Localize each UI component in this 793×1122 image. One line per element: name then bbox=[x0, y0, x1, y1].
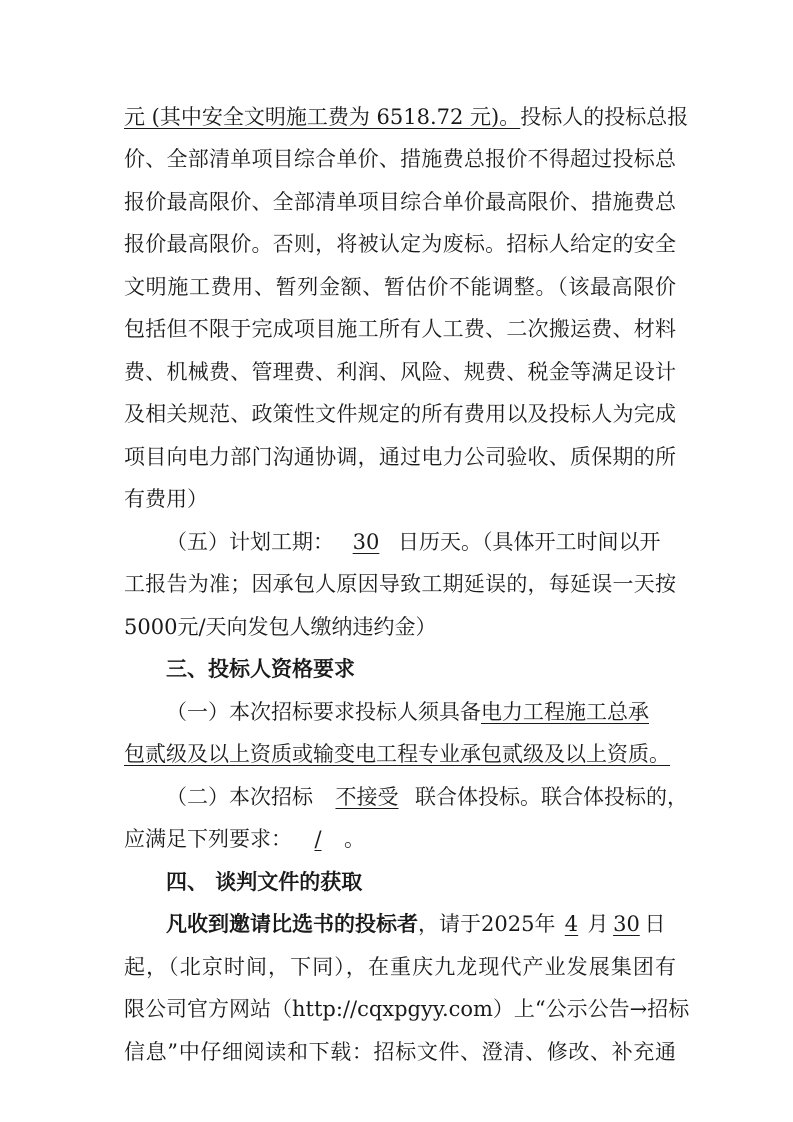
price-paragraph-line-8: 及相关规范、政策性文件规定的所有费用以及投标人为完成 bbox=[124, 402, 676, 426]
section-4-heading: 四、 谈判文件的获取 bbox=[166, 870, 363, 894]
qualification-requirement: 电力工程施工总承 bbox=[481, 700, 649, 724]
schedule-line-2: 工报告为准；因承包人原因导致工期延误的，每延误一天按 bbox=[124, 572, 676, 596]
text-span: 联合体投标。联合体投标的， bbox=[415, 785, 688, 809]
acquisition-line-1 bbox=[166, 912, 676, 936]
schedule-line-1 bbox=[166, 530, 676, 554]
text-span: 应满足下列要求： bbox=[124, 827, 292, 851]
qualification-line-1 bbox=[166, 700, 676, 724]
price-paragraph-line-3: 报价最高限价、全部清单项目综合单价最高限价、措施费总 bbox=[124, 190, 676, 214]
text-span: 。 bbox=[344, 827, 365, 851]
consortium-requirement: / bbox=[314, 827, 322, 851]
qualification-requirement-cont: 包贰级及以上资质或输变电工程专业承包贰级及以上资质。 bbox=[124, 742, 670, 766]
text-span: （一）本次招标要求投标人须具备 bbox=[166, 700, 481, 724]
price-paragraph-line-9: 项目向电力部门沟通协调，通过电力公司验收、质保期的所 bbox=[124, 445, 676, 469]
invited-bidders: 凡收到邀请比选书的投标者 bbox=[166, 911, 418, 936]
qualification-line-2 bbox=[124, 742, 676, 766]
text-span: 日 bbox=[644, 912, 666, 936]
text-span: ，请于2025年 bbox=[418, 912, 556, 936]
price-paragraph-line-2: 价、全部清单项目综合单价、措施费总报价不得超过投标总 bbox=[124, 147, 676, 171]
consortium-value: 不接受 bbox=[335, 785, 399, 809]
month-value: 4 bbox=[564, 912, 579, 936]
safety-fee-note: 元 (其中安全文明施工费为 6518.72 元)。 bbox=[124, 105, 521, 129]
schedule-label: （五）计划工期： bbox=[166, 530, 334, 554]
schedule-days: 30 bbox=[352, 530, 380, 554]
text-span: 投标人的投标总报 bbox=[520, 105, 689, 129]
text-span: （二）本次招标 bbox=[166, 785, 313, 809]
price-paragraph-line-1 bbox=[124, 105, 689, 129]
consortium-line-2 bbox=[124, 827, 676, 851]
schedule-line-3: 5000元/天向发包人缴纳违约金） bbox=[124, 615, 437, 639]
price-paragraph-line-5: 文明施工费用、暂列金额、暂估价不能调整。（该最高限价 bbox=[124, 275, 676, 299]
consortium-line-1 bbox=[166, 785, 688, 809]
section-3-heading: 三、投标人资格要求 bbox=[166, 657, 355, 681]
acquisition-line-3: 限公司官方网站（http://cqxpgyy.com）上“公示公告→招标 bbox=[124, 997, 690, 1021]
text-span: 日历天。（具体开工时间以开 bbox=[398, 530, 661, 554]
price-paragraph-line-10: 有费用） bbox=[124, 487, 208, 511]
acquisition-line-4: 信息”中仔细阅读和下载：招标文件、澄清、修改、补充通 bbox=[124, 1040, 676, 1064]
price-paragraph-line-7: 费、机械费、管理费、利润、风险、规费、税金等满足设计 bbox=[124, 360, 676, 384]
price-paragraph-line-6: 包括但不限于完成项目施工所有人工费、二次搬运费、材料 bbox=[124, 317, 676, 341]
text-span: 月 bbox=[587, 912, 609, 936]
day-value: 30 bbox=[613, 912, 640, 936]
acquisition-line-2: 起，（北京时间，下同），在重庆九龙现代产业发展集团有 bbox=[124, 955, 676, 979]
price-paragraph-line-4: 报价最高限价。否则，将被认定为废标。招标人给定的安全 bbox=[124, 232, 676, 256]
